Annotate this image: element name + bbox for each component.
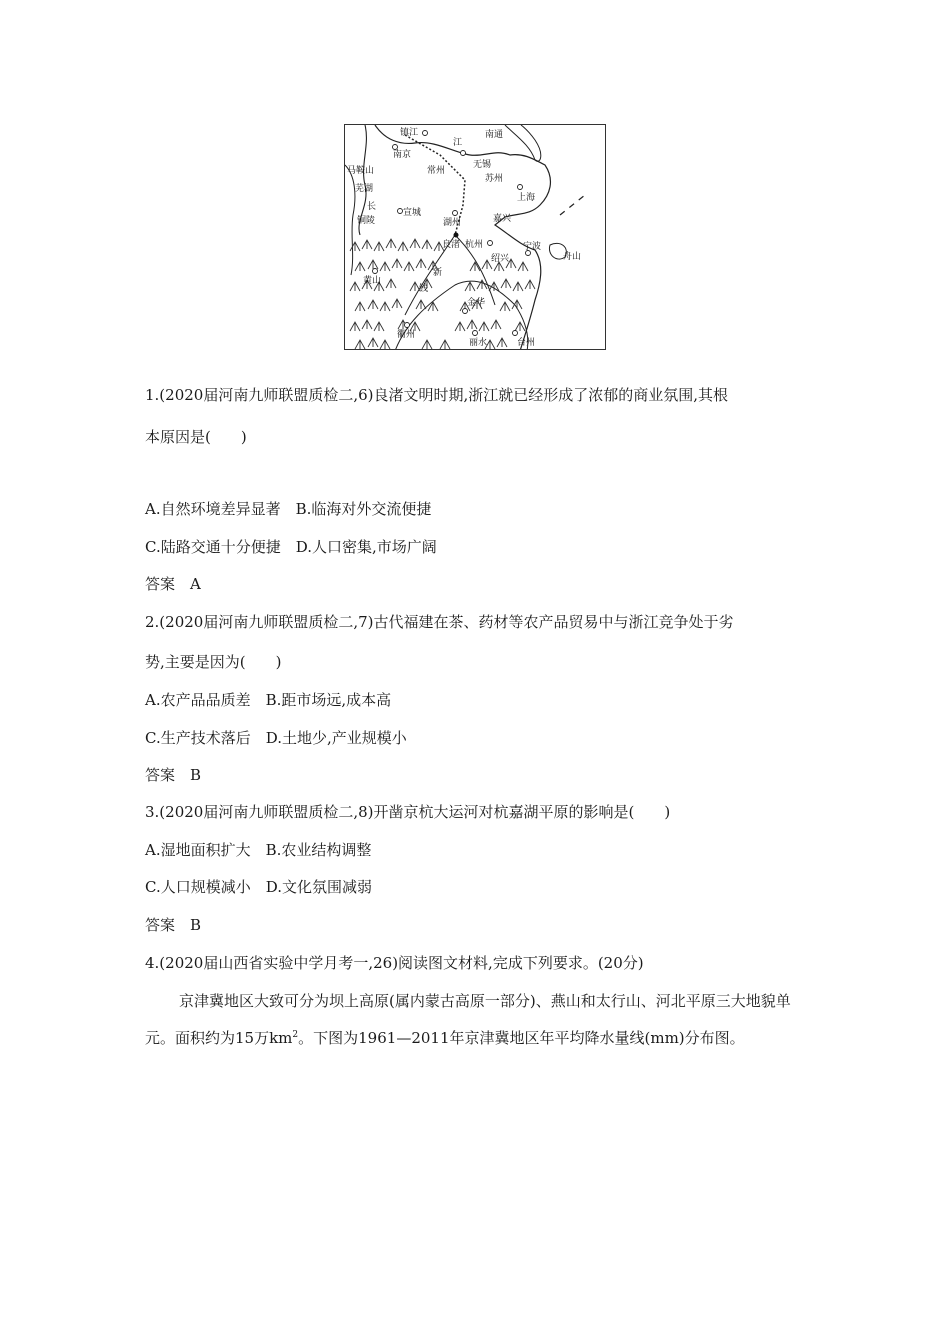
map-label-jiaxing: 嘉兴 [493, 214, 512, 224]
map-label-huangshan: 黄山 [363, 276, 382, 286]
map-label-taizhou: 台州 [517, 338, 536, 348]
map-label-jiang: 江 [453, 138, 463, 148]
q4-stem: 4.(2020届山西省实验中学月考一,26)阅读图文材料,完成下列要求。(20分) [145, 954, 644, 972]
q1-options-line2: C.陆路交通十分便捷 D.人口密集,市场广阔 [145, 538, 437, 556]
map-label-zhoushan: 舟山 [563, 252, 582, 262]
q2-options-line2: C.生产技术落后 D.土地少,产业规模小 [145, 729, 407, 747]
map-label-xuancheng: 宣城 [403, 208, 422, 218]
map-label-tongling: 铜陵 [357, 216, 376, 226]
map-label-jinhua: 金华 [467, 298, 486, 308]
map-label-shanghai: 上海 [517, 193, 536, 203]
q2-answer: 答案 B [145, 766, 202, 784]
q2-stem-line1: 2.(2020届河南九师联盟质检二,7)古代福建在茶、药材等农产品贸易中与浙江竞争处于劣 [145, 613, 734, 631]
map-label-qian: 钱 [419, 284, 429, 294]
q3-stem: 3.(2020届河南九师联盟质检二,8)开凿京杭大运河对杭嘉湖平原的影响是( ) [145, 803, 671, 821]
map-label-xin: 新 [433, 268, 443, 278]
map-figure [344, 124, 606, 350]
q1-options-line1: A.自然环境差异显著 B.临海对外交流便捷 [145, 500, 432, 518]
material-text-part2: 。下图为1961—2011年京津冀地区年平均降水量线(mm)分布图。 [298, 1029, 745, 1047]
q2-options-line1: A.农产品品质差 B.距市场远,成本高 [145, 691, 392, 709]
q1-stem-line1: 1.(2020届河南九师联盟质检二,6)良渚文明时期,浙江就已经形成了浓郁的商业氛围,其根 [145, 386, 729, 404]
map-label-hangzhou: 杭州 [465, 240, 484, 250]
map-label-huzhou: 湖州 [443, 218, 462, 228]
material-superscript: 2 [292, 1030, 299, 1040]
map-label-wuhu: 芜湖 [355, 184, 374, 194]
map-label-nantong: 南通 [485, 130, 504, 140]
map-label-shaoxing: 绍兴 [491, 254, 510, 264]
q1-stem-line2: 本原因是( ) [145, 428, 247, 446]
q3-options-line2: C.人口规模减小 D.文化氛围减弱 [145, 878, 372, 896]
map-label-changzhou: 常州 [427, 166, 446, 176]
map-label-lishui: 丽水 [469, 338, 488, 348]
map-label-suzhou: 苏州 [485, 174, 504, 184]
q1-answer: 答案 A [145, 575, 201, 593]
material-text-part1: 京津冀地区大致可分为坝上高原(属内蒙古高原一部分)、燕山和太行山、河北平原三大地貌单元。面积约为15万km [145, 992, 791, 1047]
map-label-wuxi: 无锡 [473, 160, 492, 170]
map-graphic [345, 125, 606, 350]
map-label-zhenjiang: 镇江 [400, 128, 419, 138]
q3-answer: 答案 B [145, 916, 202, 934]
material-paragraph [145, 983, 805, 1057]
map-label-maanshan: 马鞍山 [347, 166, 375, 176]
map-label-liangzhu: 良渚 [442, 240, 461, 250]
map-label-chang: 长 [367, 202, 377, 212]
q2-stem-line2: 势,主要是因为( ) [145, 653, 282, 671]
map-label-quzhou: 衢州 [397, 330, 416, 340]
map-label-nanjing: 南京 [393, 150, 412, 160]
map-label-ningbo: 宁波 [523, 242, 542, 252]
q3-options-line1: A.湿地面积扩大 B.农业结构调整 [145, 841, 372, 859]
